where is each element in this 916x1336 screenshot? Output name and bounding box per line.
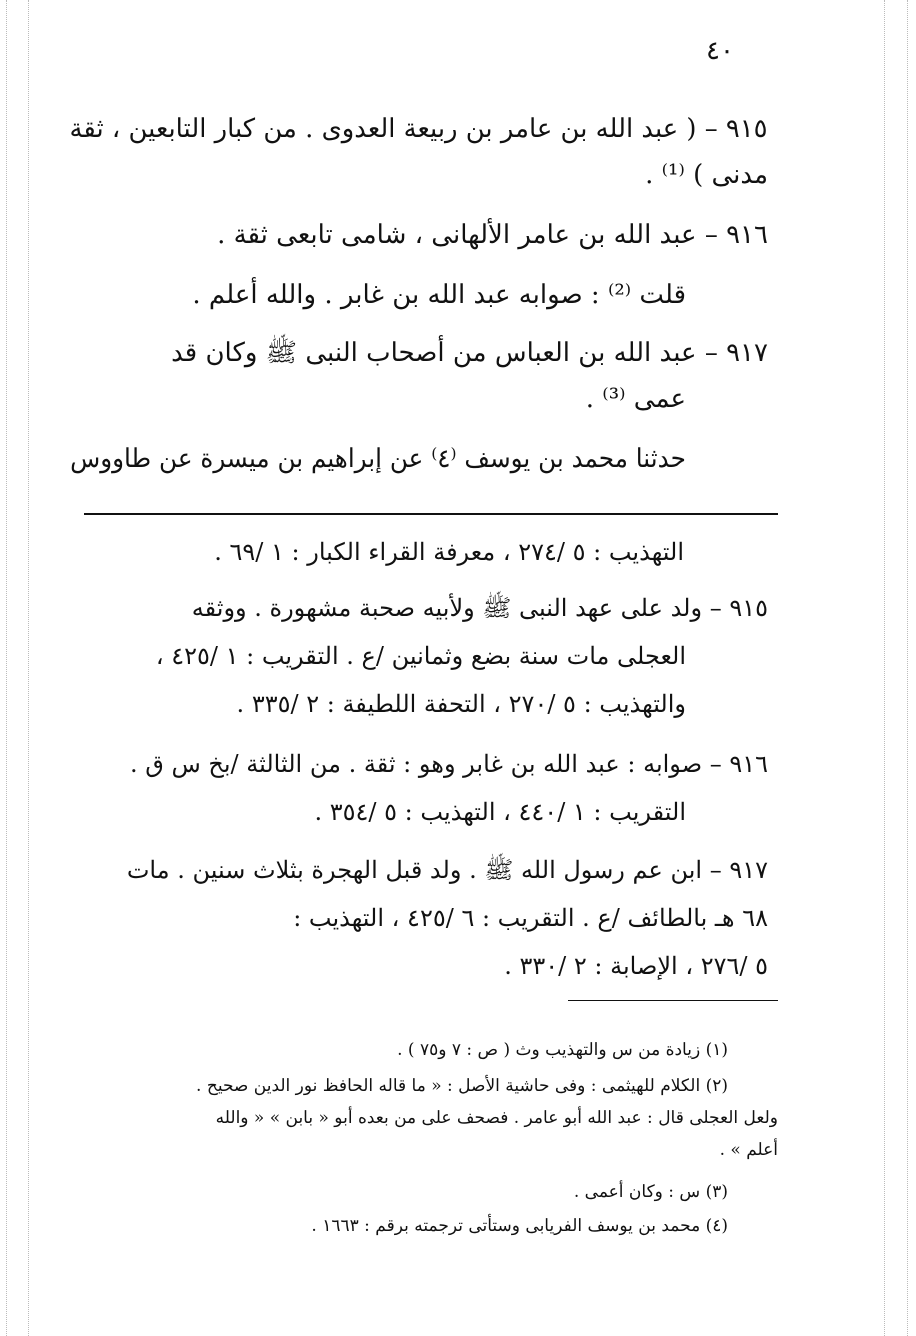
entry-915-line-1: ٩١٥ – ( عبد الله بن عامر بن ربيعة العدوى . من كبار التابعين ، ثقة [69, 114, 768, 144]
note-915-line-2: العجلى مات سنة بضع وثمانين /ع . التقريب : ١ /٤٢٥ ، [155, 642, 686, 670]
footnote-divider [568, 1000, 778, 1001]
left-margin-dots-inner [28, 0, 29, 1336]
entry-916-line-1: ٩١٦ – عبد الله بن عامر الألهانى ، شامى تابعى ثقة . [217, 220, 768, 250]
right-margin-dots [884, 0, 885, 1336]
footnote-2-line-3: أعلم » . [719, 1140, 778, 1160]
remark-line: قلت ⁽²⁾ : صوابه عبد الله بن غابر . والله أعلم . [192, 280, 686, 310]
note-916-line-2: التقريب : ١ /٤٤٠ ، التهذيب : ٥ /٣٥٤ . [314, 798, 686, 826]
note-915-line-3: والتهذيب : ٥ /٢٧٠ ، التحفة اللطيفة : ٢ /٣٣٥ . [236, 690, 686, 718]
isnad-line: حدثنا محمد بن يوسف ⁽٤⁾ عن إبراهيم بن ميسرة عن طاووس [70, 444, 686, 474]
note-917-line-1: ٩١٧ – ابن عم رسول الله ﷺ . ولد قبل الهجرة بثلاث سنين . مات [126, 856, 768, 884]
right-margin-dots-outer [907, 0, 908, 1336]
footnote-4: (٤) محمد بن يوسف الفريابى وستأتى ترجمته برقم : ١٦٦٣ . [311, 1216, 728, 1236]
footnote-3: (٣) س : وكان أعمى . [573, 1182, 728, 1202]
note-916-line-1: ٩١٦ – صوابه : عبد الله بن غابر وهو : ثقة . من الثالثة /بخ س ق . [129, 750, 768, 778]
footnote-2-line-2: ولعل العجلى قال : عبد الله أبو عامر . فصحف على من بعده أبو « بابن » « والله [215, 1108, 778, 1128]
footnote-1: (١) زيادة من س والتهذيب وث ( ص : ٧ و٧٥ ) . [397, 1040, 728, 1060]
note-917-line-3: ٥ /٢٧٦ ، الإصابة : ٢ /٣٣٠ . [504, 952, 768, 980]
entry-917-line-1: ٩١٧ – عبد الله بن العباس من أصحاب النبى ﷺ وكان قد [171, 338, 768, 368]
commentary-line: التهذيب : ٥ /٢٧٤ ، معرفة القراء الكبار : ١ /٦٩ . [214, 538, 684, 566]
note-917-line-2: ٦٨ هـ بالطائف /ع . التقريب : ٦ /٤٢٥ ، التهذيب : [293, 904, 768, 932]
main-divider [84, 513, 778, 515]
footnote-2-line-1: (٢) الكلام للهيثمى : وفى حاشية الأصل : « ما قاله الحافظ نور الدين صحيح . [196, 1076, 728, 1096]
page-number: ٤٠ [706, 36, 734, 66]
left-margin-dots [6, 0, 7, 1336]
entry-917-line-2: عمى ⁽³⁾ . [585, 384, 686, 414]
entry-915-line-2: مدنى ) ⁽¹⁾ . [645, 160, 768, 190]
note-915-line-1: ٩١٥ – ولد على عهد النبى ﷺ ولأبيه صحبة مشهورة . ووثقه [191, 594, 768, 622]
